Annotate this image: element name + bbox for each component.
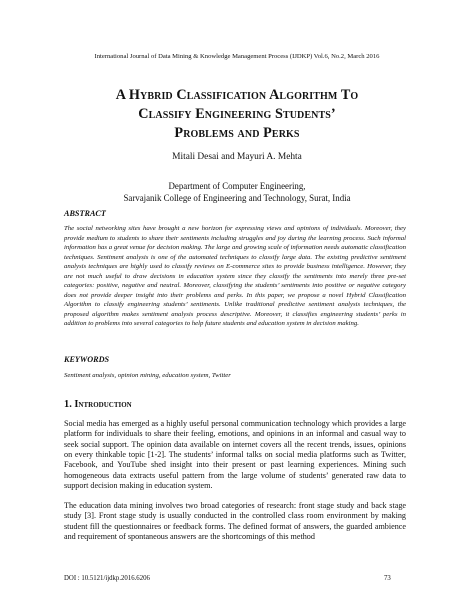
abstract-heading: ABSTRACT xyxy=(64,209,106,218)
intro-paragraph-1: Social media has emerged as a highly useful personal communication technology which provides a large platform for individuals to share their feeling, emotions, and opinions in an informal and casual way to seek social support. The opinion data available on internet covers all the recent trends, issues, opinions on every thinkable topic [1-2]. The students’ informal talks on social media platforms such as Twitter, Facebook, and YouTube shed insight into their present or past learning experiences. Mining such homogeneous data extracts useful pattern from the large volume of students’ generated raw data to support decision making in education system. xyxy=(64,419,406,491)
footer-page-number: 73 xyxy=(384,575,391,582)
title-line-3: Problems and Perks xyxy=(174,125,300,141)
affiliation xyxy=(0,180,474,204)
introduction-heading: 1. Introduction xyxy=(64,399,132,410)
affiliation-line-2: Sarvajanik College of Engineering and Technology, Surat, India xyxy=(123,193,351,203)
running-head: International Journal of Data Mining & Knowledge Management Process (IJDKP) Vol.6, No.2, March 2016 xyxy=(94,53,380,60)
keywords-heading: KEYWORDS xyxy=(64,355,110,364)
affiliation-line-1: Department of Computer Engineering, xyxy=(168,181,306,191)
intro-paragraph-2: The education data mining involves two broad categories of research: front stage study and back stage study [3]. Front stage study is usually conducted in the controlled class room environment by making student fill the questionnaires or feedback forms. The defined format of answers, the guarded ambience and requirement of spontaneous answers are the shortcomings of this method xyxy=(64,501,406,542)
paper-title xyxy=(40,86,434,143)
abstract-text: The social networking sites have brought a new horizon for expressing views and opinions of individuals. Moreover, they provide medium to students to share their sentiments including struggles and joy during the learning process. Such informal information has a great venue for decision making. The large and growing scale of information needs automatic classification techniques. Sentiment analysis is one of the automated techniques to classify large data. The existing predictive sentiment analysis techniques are highly used to classify reviews on E-commerce sites to provide business intelligence. However, they are not much useful to draw decisions in education system since they classify the sentiments into merely three pre-set categories: positive, negative and neutral. Moreover, classifying the students’ sentiments into positive or negative category does not provide deeper insight into their problems and perks. In this paper, we propose a novel Hybrid Classification Algorithm to classify engineering students’ sentiments. Unlike traditional predictive sentiment analysis techniques, the proposed algorithm makes sentiment analysis process descriptive. Moreover, it classifies engineering students’ perks in addition to problems into several categories to help future students and education system in decision making. xyxy=(64,225,406,328)
title-line-1: A Hybrid Classification Algorithm To xyxy=(115,87,359,103)
keywords-text: Sentiment analysis, opinion mining, education system, Twitter xyxy=(64,372,231,379)
footer-doi: DOI : 10.5121/ijdkp.2016.6206 xyxy=(64,575,150,582)
title-line-2: Classify Engineering Students’ xyxy=(138,106,336,122)
authors: Mitali Desai and Mayuri A. Mehta xyxy=(172,152,302,162)
